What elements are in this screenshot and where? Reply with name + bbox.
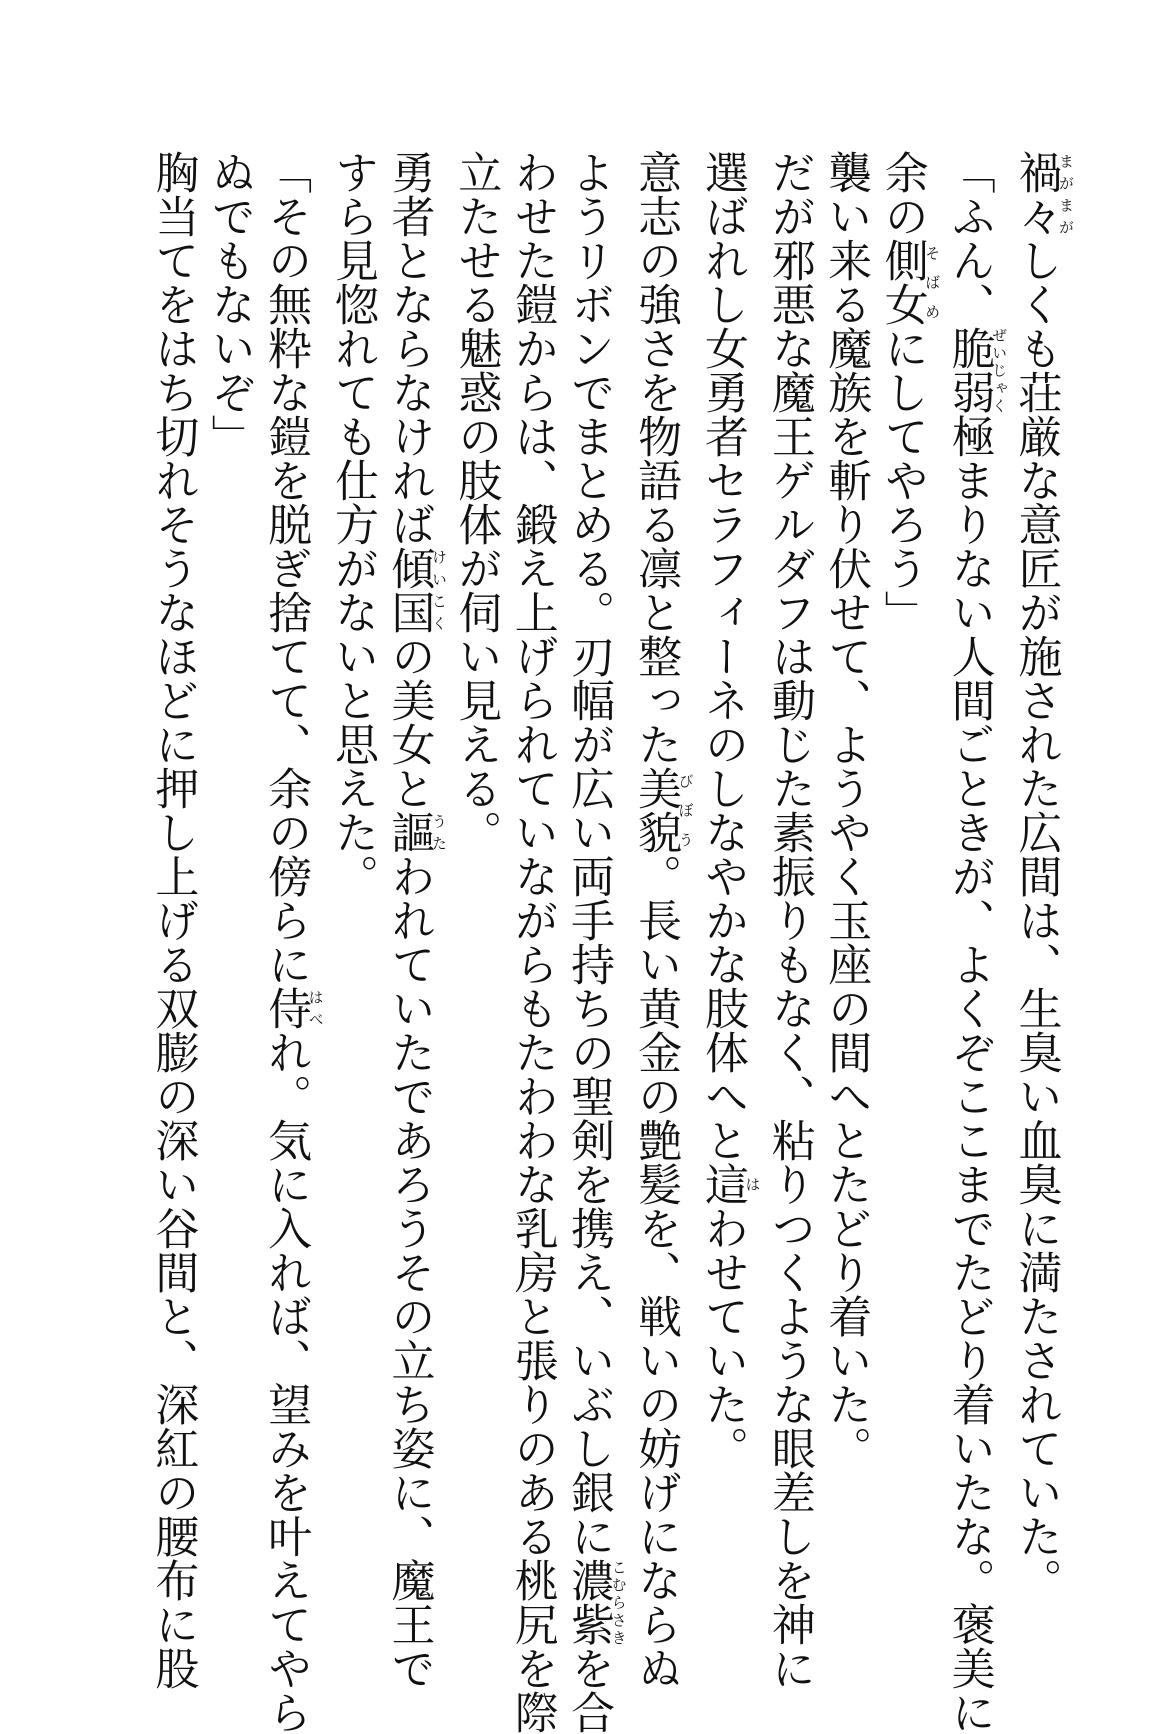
ruby-word: 脆弱ぜいじゃく [943,326,1009,414]
ruby-word: 侍はべ [260,986,325,1030]
text-run: 「ふん、 [943,150,995,326]
furigana: ぜいじゃく [990,326,1009,414]
text-line [694,150,761,1560]
ruby-word: 禍々まがまが [1010,150,1075,238]
text-line [760,150,816,1690]
text-line [503,150,559,1734]
text-line [627,150,695,1690]
text-run: にしてやろう」 [876,326,928,634]
text-run: ようリボンでまとめる。刃幅が広い両手持ちの聖剣を携え、いぶし銀に [563,150,615,1558]
text-line [144,150,200,1690]
furigana: は [743,1162,762,1206]
text-line [200,150,256,1560]
text-run: 「その無粋な鎧を脱ぎ捨てて、余の傍らに [260,150,312,986]
text-line [447,150,503,1560]
text-run: わせた鎧からは、鍛え上げられていながらもたわわな乳房と張りのある桃尻を際 [506,150,558,1734]
text-run: 襲い来る魔族を斬り伏せて、ようやく玉座の間へとたどり着いた。 [820,150,872,1470]
ruby-word: 濃紫こむらさき [563,1558,628,1646]
text-run: れ。気に入れば、望みを叶えてやら [260,1030,312,1734]
text-run: 極まりない人間ごときが、よくぞここまでたどり着いたな。褒美に [943,414,995,1734]
text-run: 選ばれし女勇者セラフィーネのしなやかな肢体へと [696,150,748,1162]
text-line [257,150,325,1734]
text-run: われていたであろうその立ち姿に、魔王で [383,854,435,1690]
furigana: こむらさき [609,1558,628,1646]
text-line [940,150,1009,1734]
ruby-word: 側女そばめ [876,238,942,326]
text-run: 勇者とならなければ [383,150,435,546]
text-run: しくも荘厳な意匠が施された広間は、生臭い血臭に満たされていた。 [1010,238,1062,1602]
text-line [560,150,628,1734]
text-line [380,150,448,1690]
text-run: すら見惚れても仕方がないと思えた。 [327,150,379,898]
text-run: 胸当てをはち切れそうなほどに押し上げる双膨の深い谷間と、深紅の腰布に股 [147,150,199,1690]
furigana: そばめ [923,238,942,326]
text-line [873,150,940,1560]
vertical-text-body [144,150,1075,1734]
text-run: 立たせる魅惑の肢体が伺い見える。 [450,150,502,854]
text-run: 。長い黄金の艶髪を、戦いの妨げにならぬ [630,854,682,1690]
furigana: はべ [306,986,325,1030]
text-run: ぬでもないぞ」 [203,150,255,458]
ruby-word: 傾国けいこく [383,546,448,634]
text-line [1007,150,1075,1602]
furigana: けいこく [429,546,448,634]
text-run: を合 [563,1646,615,1734]
text-run: の美女と [383,634,435,810]
text-run: 意志の強さを物語る凛と整った [630,150,682,766]
text-run: わせていた。 [696,1206,748,1470]
ruby-word: 謳うた [383,810,448,854]
text-line [817,150,873,1560]
ruby-word: 這は [696,1162,762,1206]
ruby-word: 美貌びぼう [630,766,695,854]
text-run: 余の [876,150,928,238]
text-run: だが邪悪な魔王ゲルダフは動じた素振りもなく、粘りつくような眼差しを神に [763,150,815,1690]
text-line [324,150,380,1560]
furigana: まがまが [1057,150,1075,238]
furigana: うた [429,810,448,854]
furigana: びぼう [676,766,695,854]
